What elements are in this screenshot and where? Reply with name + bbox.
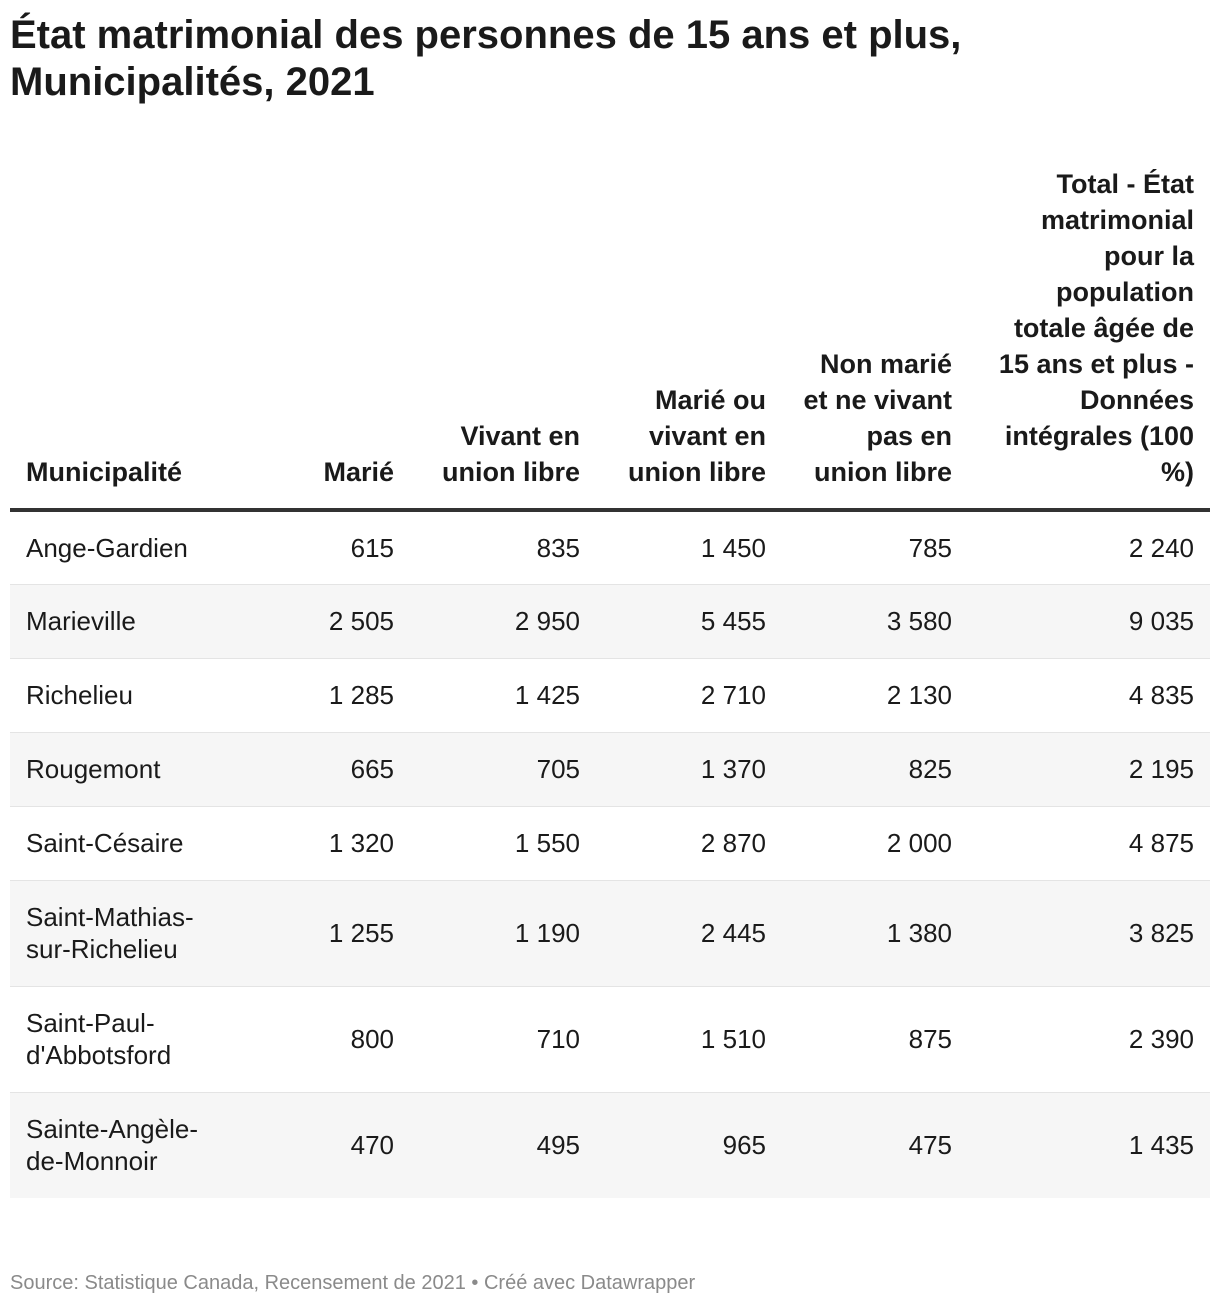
column-header-total[interactable]: Total - État matrimonial pour la population totale âgée de 15 ans et plus - Données intégrales (100 %) xyxy=(968,166,1210,510)
union-libre-cell: 2 950 xyxy=(410,584,596,658)
table-row xyxy=(10,880,1210,986)
table-row xyxy=(10,510,1210,584)
non-marie-cell: 475 xyxy=(782,1092,968,1198)
marie-ou-union-cell: 5 455 xyxy=(596,584,782,658)
union-libre-cell: 835 xyxy=(410,510,596,584)
marie-ou-union-cell: 2 445 xyxy=(596,880,782,986)
union-libre-cell: 1 190 xyxy=(410,880,596,986)
total-cell: 4 835 xyxy=(968,658,1210,732)
table-row xyxy=(10,732,1210,806)
table-body xyxy=(10,510,1210,1198)
non-marie-cell: 2 000 xyxy=(782,806,968,880)
column-header-union-libre[interactable]: Vivant en union libre xyxy=(410,166,596,510)
total-cell: 1 435 xyxy=(968,1092,1210,1198)
municipality-cell: Saint-Césaire xyxy=(10,806,224,880)
non-marie-cell: 1 380 xyxy=(782,880,968,986)
data-table xyxy=(10,166,1210,1198)
table-row xyxy=(10,658,1210,732)
total-cell: 2 240 xyxy=(968,510,1210,584)
municipality-cell: Richelieu xyxy=(10,658,224,732)
table-row xyxy=(10,584,1210,658)
union-libre-cell: 495 xyxy=(410,1092,596,1198)
total-cell: 3 825 xyxy=(968,880,1210,986)
marie-ou-union-cell: 965 xyxy=(596,1092,782,1198)
municipality-cell: Sainte-Angèle-de-Monnoir xyxy=(10,1092,224,1198)
non-marie-cell: 2 130 xyxy=(782,658,968,732)
marie-cell: 665 xyxy=(224,732,410,806)
marie-cell: 470 xyxy=(224,1092,410,1198)
marie-ou-union-cell: 2 710 xyxy=(596,658,782,732)
total-cell: 2 390 xyxy=(968,986,1210,1092)
header-row xyxy=(10,166,1210,510)
total-cell: 4 875 xyxy=(968,806,1210,880)
marie-cell: 615 xyxy=(224,510,410,584)
municipality-cell: Ange-Gardien xyxy=(10,510,224,584)
municipality-cell: Saint-Mathias-sur-Richelieu xyxy=(10,880,224,986)
non-marie-cell: 875 xyxy=(782,986,968,1092)
union-libre-cell: 705 xyxy=(410,732,596,806)
marie-cell: 2 505 xyxy=(224,584,410,658)
source-note: Source: Statistique Canada, Recensement de 2021 • Créé avec Datawrapper xyxy=(10,1272,696,1294)
column-header-municipalite[interactable]: Municipalité xyxy=(10,166,224,510)
chart-title: État matrimonial des personnes de 15 ans et plus, Municipalités, 2021 xyxy=(10,13,962,104)
union-libre-cell: 710 xyxy=(410,986,596,1092)
union-libre-cell: 1 425 xyxy=(410,658,596,732)
municipality-cell: Saint-Paul-d'Abbotsford xyxy=(10,986,224,1092)
municipality-cell: Marieville xyxy=(10,584,224,658)
marie-cell: 1 255 xyxy=(224,880,410,986)
table-row xyxy=(10,806,1210,880)
marie-cell: 1 285 xyxy=(224,658,410,732)
table-row xyxy=(10,1092,1210,1198)
marie-ou-union-cell: 1 370 xyxy=(596,732,782,806)
marie-ou-union-cell: 2 870 xyxy=(596,806,782,880)
column-header-marie[interactable]: Marié xyxy=(224,166,410,510)
municipality-cell: Rougemont xyxy=(10,732,224,806)
non-marie-cell: 785 xyxy=(782,510,968,584)
column-header-non-marie[interactable]: Non marié et ne vivant pas en union libre xyxy=(782,166,968,510)
total-cell: 9 035 xyxy=(968,584,1210,658)
table-row xyxy=(10,986,1210,1092)
marie-ou-union-cell: 1 510 xyxy=(596,986,782,1092)
column-header-marie-ou-union[interactable]: Marié ou vivant en union libre xyxy=(596,166,782,510)
total-cell: 2 195 xyxy=(968,732,1210,806)
non-marie-cell: 3 580 xyxy=(782,584,968,658)
union-libre-cell: 1 550 xyxy=(410,806,596,880)
marie-cell: 1 320 xyxy=(224,806,410,880)
non-marie-cell: 825 xyxy=(782,732,968,806)
marie-cell: 800 xyxy=(224,986,410,1092)
marie-ou-union-cell: 1 450 xyxy=(596,510,782,584)
